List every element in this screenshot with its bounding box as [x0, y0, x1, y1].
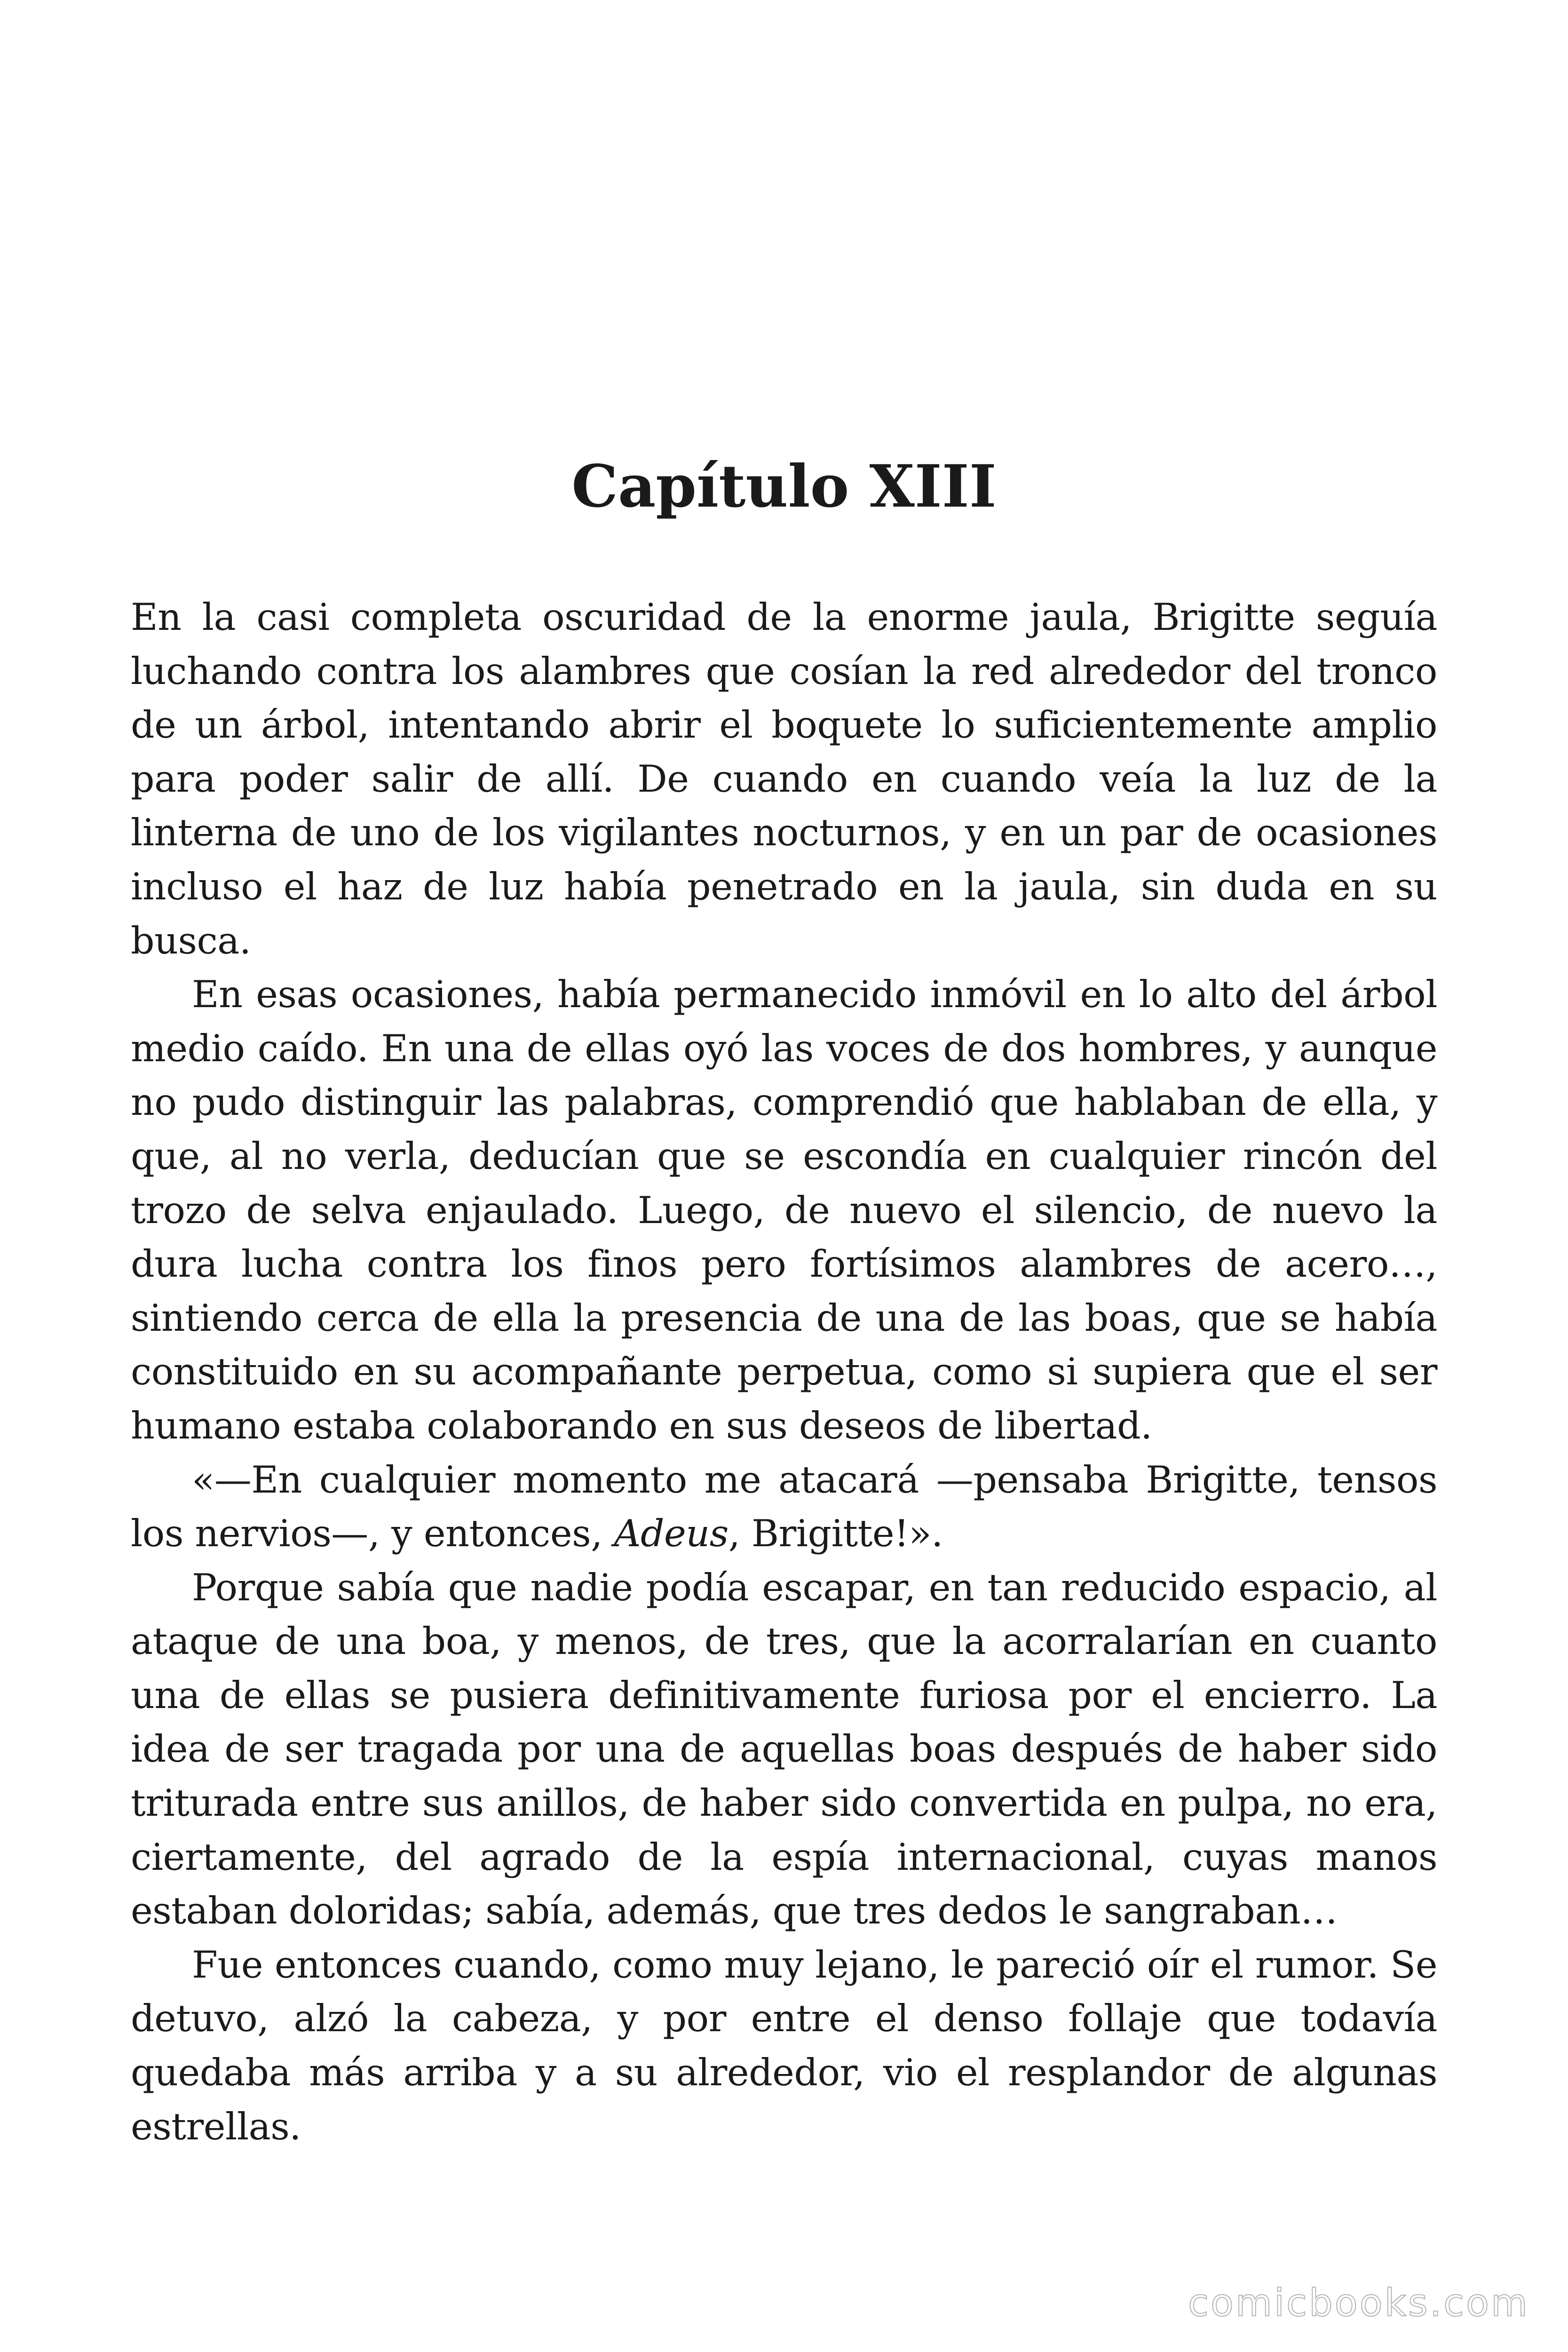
- paragraph-3-text-end: , Brigitte!».: [728, 1512, 943, 1556]
- paragraph-2: En esas ocasiones, había permanecido inmóvil en lo alto del árbol medio caído. En una de ellas oyó las voces de dos hombres, y aunque no pudo distinguir las palabras, comprendió que hablaban de ella, y que, al no verla, deducían que se escondía en cualquier rincón del trozo de selva enjaulado. Luego, de nuevo el silencio, de nuevo la dura lucha contra los finos pero fortísimos alambres de acero…, sintiendo cerca de ella la presencia de una de las boas, que se había constituido en su acompañante perpetua, como si supiera que el ser humano estaba colaborando en sus deseos de libertad.: [131, 973, 1437, 1447]
- paragraph-3-text-start: «—En cualquier momento me atacará —pensaba Brigitte, tensos los nervios—, y entonces,: [131, 1458, 1437, 1556]
- paragraph-3: [131, 1453, 1437, 1561]
- paragraph-3-emphasis: Adeus: [614, 1512, 729, 1556]
- watermark: comicbooks.com: [1188, 2281, 1529, 2325]
- paragraph-1: En la casi completa oscuridad de la enorme jaula, Brigitte seguía luchando contra los alambres que cosían la red alrededor del tronco de un árbol, intentando abrir el boquete lo suficientemente amplio para poder salir de allí. De cuando en cuando veía la luz de la linterna de uno de los vigilantes nocturnos, y en un par de ocasiones incluso el haz de luz había penetrado en la jaula, sin duda en su busca.: [131, 596, 1437, 962]
- chapter-title: Capítulo XIII: [571, 453, 997, 521]
- paragraph-4: Porque sabía que nadie podía escapar, en tan reducido espacio, al ataque de una boa, y menos, de tres, que la acorralarían en cuanto una de ellas se pusiera definitivamente furiosa por el encierro. La idea de ser tragada por una de aquellas boas después de haber sido triturada entre sus anillos, de haber sido convertida en pulpa, no era, ciertamente, del agrado de la espía internacional, cuyas manos estaban doloridas; sabía, además, que tres dedos le sangraban…: [131, 1565, 1437, 1933]
- chapter-body: [131, 590, 1437, 2153]
- paragraph-5: Fue entonces cuando, como muy lejano, le pareció oír el rumor. Se detuvo, alzó la cabeza, y por entre el denso follaje que todavía quedaba más arriba y a su alrededor, vio el resplandor de algunas estrellas.: [131, 1943, 1437, 2148]
